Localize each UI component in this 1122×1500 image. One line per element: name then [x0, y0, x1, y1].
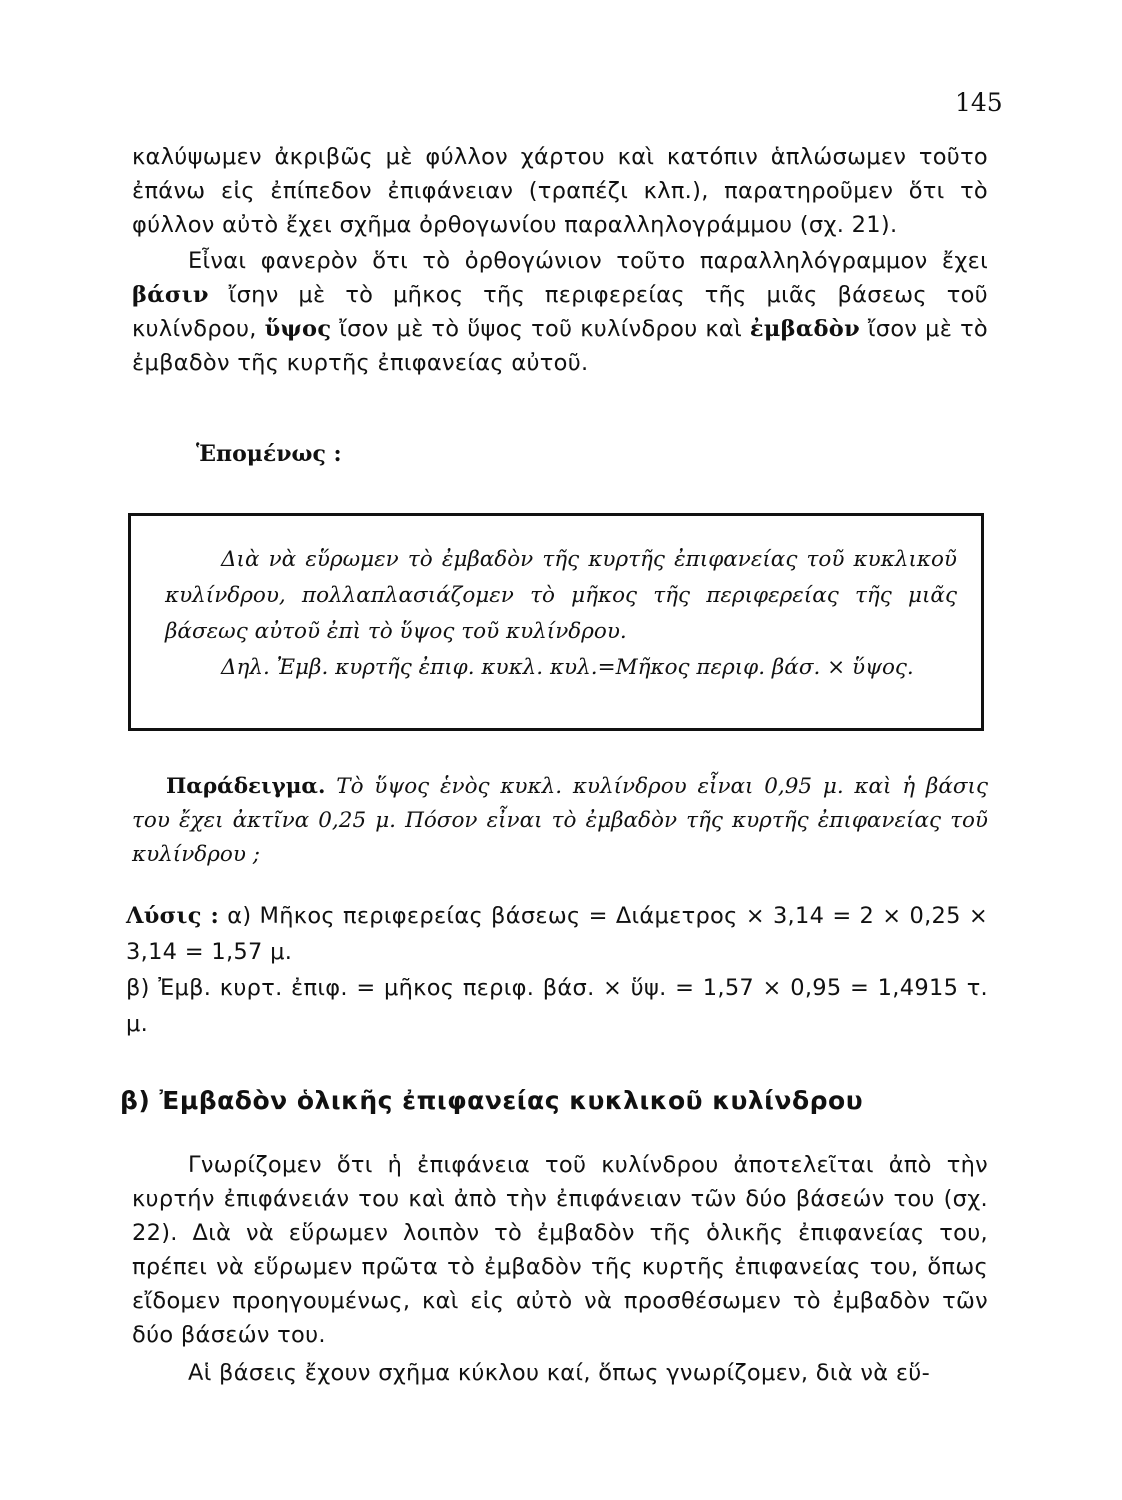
paragraph-2: [132, 244, 988, 380]
paragraph-2-part-4: ἴσον μὲ τὸ ἐμβαδὸν τῆς κυρτῆς ἐπιφανείας αὐτοῦ.: [132, 316, 988, 376]
solution: [126, 898, 988, 1042]
rule-statement: Διὰ νὰ εὕρωμεν τὸ ἐμβαδὸν τῆς κυρτῆς ἐπιφανείας τοῦ κυκλικοῦ κυλίνδρου, πολλαπλασιάζομεν τὸ μῆκος τῆς περιφερείας τῆς μιᾶς βάσεως αὐτοῦ ἐπὶ τὸ ὕψος τοῦ κυλίνδρου.: [165, 547, 957, 644]
paragraph-2-part-2: ἴσην μὲ τὸ μῆκος τῆς περιφερείας τῆς μιᾶς βάσεως τοῦ κυλίνδρου,: [132, 282, 988, 342]
page-number: 145: [955, 88, 1003, 117]
example-label: Παράδειγμα.: [166, 774, 326, 799]
solution-step-a: [126, 898, 988, 970]
rule-box: [128, 513, 984, 731]
body-text: [132, 1148, 988, 1390]
solution-step-b: β) Ἐμβ. κυρτ. ἐπιφ. = μῆκος περιφ. βάσ. × ὕψ. = 1,57 × 0,95 = 1,4915 τ. μ.: [126, 975, 988, 1037]
rule-formula: Δηλ. Ἐμβ. κυρτῆς ἐπιφ. κυκλ. κυλ.=Μῆκος περιφ. βάσ. × ὕψος.: [221, 655, 914, 680]
paragraph-2-part-1: Εἶναι φανερὸν ὅτι τὸ ὀρθογώνιον τοῦτο παραλληλόγραμμον ἔχει: [188, 248, 988, 274]
solution-label: Λύσις :: [126, 903, 220, 929]
paragraph-3: Γνωρίζομεν ὅτι ἡ ἐπιφάνεια τοῦ κυλίνδρου ἀποτελεῖται ἀπὸ τὴν κυρτήν ἐπιφάνειάν του καὶ ἀπὸ τὴν ἐπιφάνειαν τῶν δύο βάσεών του (σχ. 22). Διὰ νὰ εὕρωμεν λοιπὸν τὸ ἐμβαδὸν τῆς ὁλικῆς ἐπιφανείας του, πρέπει νὰ εὕρωμεν πρῶτα τὸ ἐμβαδὸν τῆς κυρτῆς ἐπιφανείας του, ὅπως εἴδομεν προηγουμένως, καὶ εἰς αὐτὸ νὰ προσθέσωμεν τὸ ἐμβαδὸν τῶν δύο βάσεών του.: [132, 1152, 988, 1348]
term-area: ἐμβαδὸν: [749, 316, 860, 342]
example-paragraph: [132, 770, 988, 872]
hence-label: Ἑπομένως :: [196, 441, 342, 467]
term-base: βάσιν: [132, 282, 209, 308]
example-text: Τὸ ὕψος ἑνὸς κυκλ. κυλίνδρου εἶναι 0,95 μ. καὶ ἡ βάσις του ἔχει ἀκτῖνα 0,25 μ. Πόσον εἶναι τὸ ἐμβαδὸν τῆς κυρτῆς ἐπιφανείας τοῦ κυλίνδρου ;: [132, 774, 988, 867]
paragraph-2-part-3: ἴσον μὲ τὸ ὕψος τοῦ κυλίνδρου καὶ: [331, 316, 750, 342]
section-heading: β) Ἐμβαδὸν ὁλικῆς ἐπιφανείας κυκλικοῦ κυλίνδρου: [120, 1086, 864, 1115]
example: [132, 770, 988, 872]
term-height: ὕψος: [264, 316, 332, 342]
solution-step-a-text: α) Μῆκος περιφερείας βάσεως = Διάμετρος × 3,14 = 2 × 0,25 × 3,14 = 1,57 μ.: [126, 903, 988, 965]
paragraph-1: καλύψωμεν ἀκριβῶς μὲ φύλλον χάρτου καὶ κατόπιν ἁπλώσωμεν τοῦτο ἐπάνω εἰς ἐπίπεδον ἐπιφάνειαν (τραπέζι κλπ.), παρατηροῦμεν ὅτι τὸ φύλλον αὐτὸ ἔχει σχῆμα ὀρθογωνίου παραλληλογράμμου (σχ. 21).: [132, 144, 988, 238]
intro-text: [132, 140, 988, 380]
paragraph-4: Αἱ βάσεις ἔχουν σχῆμα κύκλου καί, ὅπως γνωρίζομεν, διὰ νὰ εὕ-: [188, 1360, 931, 1386]
